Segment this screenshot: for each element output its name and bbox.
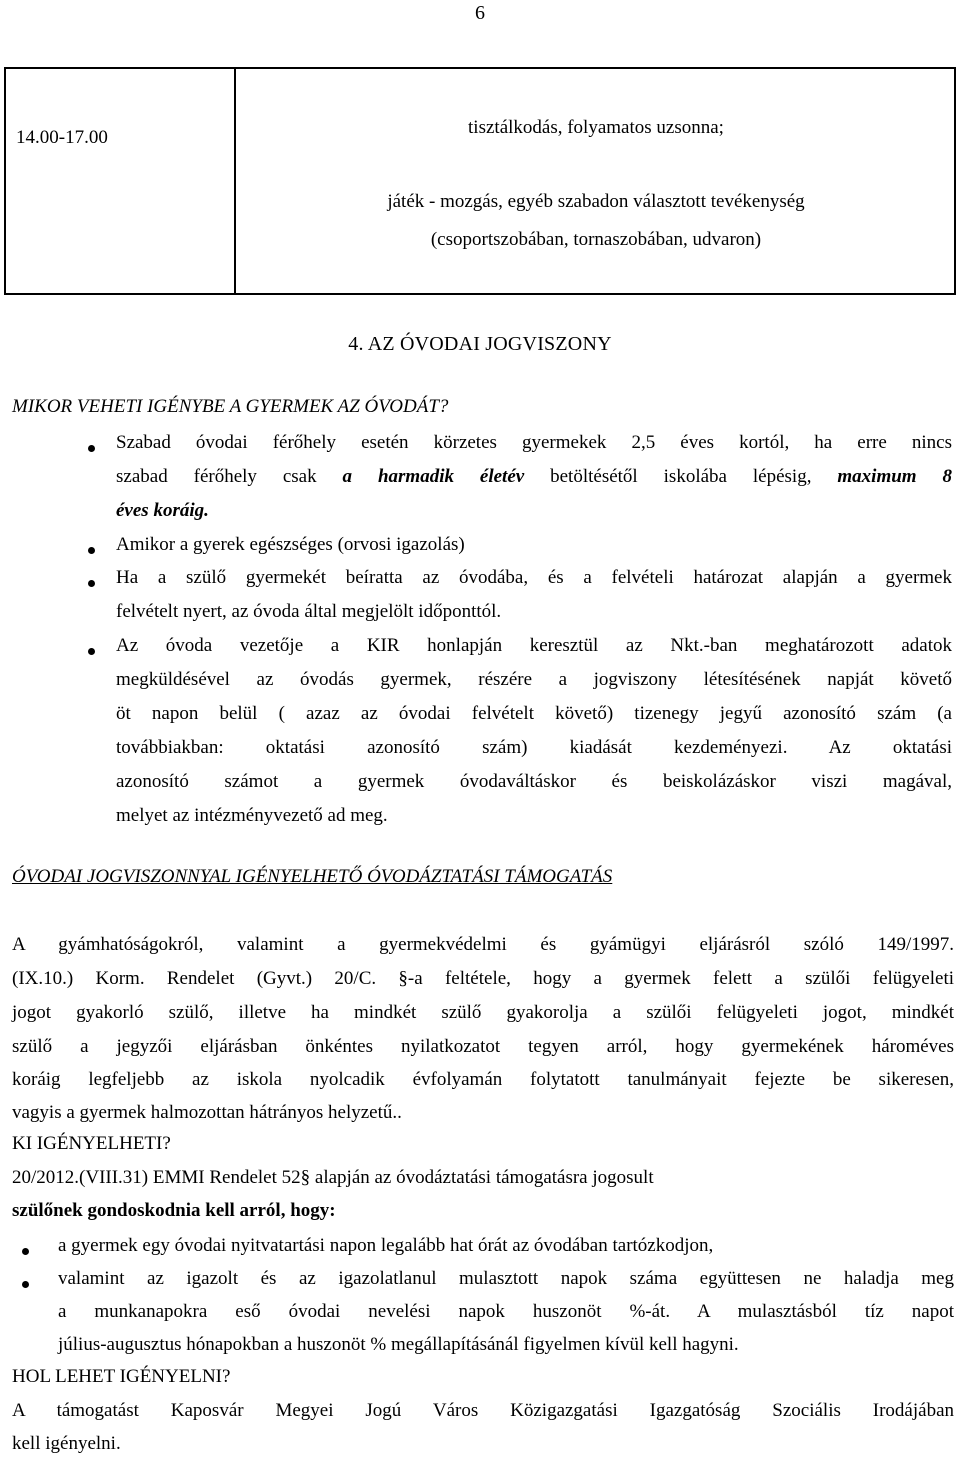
paragraph-line: vagyis a gyermek halmozottan hátrányos helyzetű.. [12, 1102, 402, 1123]
paragraph-line: azonosító számot a gyermek óvodaváltáskor és beiskolázáskor viszi magával, [116, 771, 952, 792]
section-title: 4. AZ ÓVODAI JOGVISZONY [348, 333, 612, 355]
paragraph-line: A támogatást Kaposvár Megyei Jogú Város Közigazgatási Igazgatóság Szociális Irodájában [12, 1400, 954, 1421]
paragraph-line: valamint az igazolt és az igazolatlanul mulasztott napok száma együttesen ne haladja meg [58, 1268, 954, 1289]
paragraph-line: öt napon belül ( azaz az óvodai felvételt követő) tizenegy jegyű azonosító szám (a [116, 703, 952, 724]
page-number: 6 [475, 2, 485, 24]
paragraph-line: továbbiakban: oktatási azonosító szám) kiadását kezdeményezi. Az oktatási [116, 737, 952, 758]
paragraph-line: Az óvoda vezetője a KIR honlapján keresztül az Nkt.-ban meghatározott adatok [116, 635, 952, 656]
bullet-icon [88, 547, 95, 554]
paragraph-line: kell igényelni. [12, 1433, 121, 1454]
paragraph-line: éves koráig. [116, 500, 209, 521]
paragraph-line: melyet az intézményvezető ad meg. [116, 805, 388, 826]
schedule-activity: játék - mozgás, egyéb szabadon választott tevékenység [387, 191, 805, 212]
paragraph-line: július-augusztus hónapokban a huszonöt % megállapításánál figyelmen kívül kell hagyni. [58, 1334, 739, 1355]
paragraph-line: (IX.10.) Korm. Rendelet (Gyvt.) 20/C. §-a feltétele, hogy a gyermek felett a szülői felügyeleti [12, 968, 954, 989]
paragraph-line: szabad férőhely csak a harmadik életév betöltésétől iskolába lépésig, maximum 8 [116, 466, 952, 487]
schedule-activity: tisztálkodás, folyamatos uzsonna; [468, 117, 724, 138]
schedule-table [4, 67, 956, 295]
paragraph-line: a gyermek egy óvodai nyitvatartási napon legalább hat órát az óvodában tartózkodjon, [58, 1235, 714, 1256]
paragraph-line: koráig legfeljebb az iskola nyolcadik évfolyamán folytatott tanulmányait fejezte be sikeresen, [12, 1069, 954, 1090]
where-heading: HOL LEHET IGÉNYELNI? [12, 1366, 231, 1387]
paragraph-line: felvételt nyert, az óvoda által megjelölt időponttól. [116, 601, 502, 622]
schedule-time: 14.00-17.00 [16, 127, 108, 148]
paragraph-line: jogot gyakorló szülő, illetve ha mindkét szülő gyakorolja a szülői felügyeleti jogot, mindkét [12, 1002, 954, 1023]
paragraph-line: Ha a szülő gyermekét beíratta az óvodába, és a felvételi határozat alapján a gyermek [116, 567, 952, 588]
section-sign-icon: § [300, 1167, 311, 1188]
table-divider [234, 69, 236, 293]
paragraph-line: Szabad óvodai férőhely esetén körzetes gyermekek 2,5 éves kortól, ha erre nincs [116, 432, 952, 453]
bullet-icon [88, 648, 95, 655]
question-heading: MIKOR VEHETI IGÉNYBE A GYERMEK AZ ÓVODÁT? [12, 396, 449, 417]
bullet-icon [88, 445, 95, 452]
bullet-icon [88, 580, 95, 587]
bullet-icon [22, 1248, 29, 1255]
paragraph-line: megküldésével az óvodás gyermek, részére a jogviszony létesítésének napját követő [116, 669, 952, 690]
paragraph-line: 20/2012.(VIII.31) EMMI Rendelet 52§ alapján az óvodáztatási támogatásra jogosult [12, 1167, 654, 1188]
bullet-icon [22, 1281, 29, 1288]
paragraph-line: Amikor a gyerek egészséges (orvosi igazolás) [116, 534, 465, 555]
paragraph-line: a munkanapokra eső óvodai nevelési napok huszonöt %-át. A mulasztásból tíz napot [58, 1301, 954, 1322]
paragraph-line: szülő a jegyzői eljárásban önkéntes nyilatkozatot tegyen arról, hogy gyermekének hároméves [12, 1036, 954, 1057]
schedule-activity: (csoportszobában, tornaszobában, udvaron) [430, 229, 762, 250]
who-heading: KI IGÉNYELHETI? [12, 1133, 171, 1154]
support-heading: ÓVODAI JOGVISZONNYAL IGÉNYELHETŐ ÓVODÁZTATÁSI TÁMOGATÁS [12, 866, 613, 887]
section-sign-icon: § [398, 968, 408, 989]
parent-heading: szülőnek gondoskodnia kell arról, hogy: [12, 1200, 336, 1221]
paragraph-line: A gyámhatóságokról, valamint a gyermekvédelmi és gyámügyi eljárásról szóló 149/1997. [12, 934, 954, 955]
